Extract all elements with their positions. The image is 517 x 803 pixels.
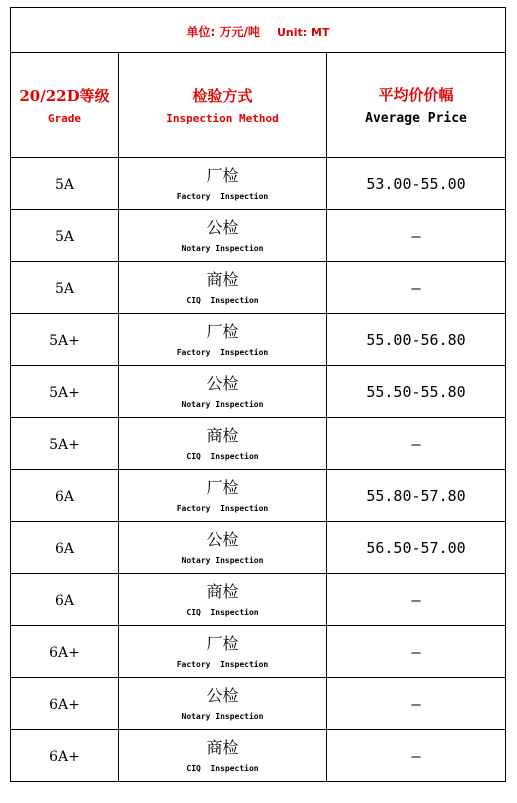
header-grade xyxy=(11,53,119,158)
method-cell xyxy=(119,366,327,418)
method-cn: 公检 xyxy=(206,374,239,393)
grade-value: 5A xyxy=(54,177,75,193)
table-row xyxy=(11,210,506,262)
method-cell xyxy=(119,626,327,678)
grade-value: 6A+ xyxy=(49,645,80,661)
method-cn: 商检 xyxy=(206,270,239,289)
method-en: Factory Inspection xyxy=(176,504,269,513)
method-cn: 厂检 xyxy=(206,166,239,185)
grade-cell xyxy=(11,470,119,522)
method-cn: 公检 xyxy=(206,218,239,237)
method-en: CIQ Inspection xyxy=(186,764,259,773)
method-cell xyxy=(119,314,327,366)
method-cell xyxy=(119,470,327,522)
table-row xyxy=(11,522,506,574)
method-en: CIQ Inspection xyxy=(186,608,259,617)
price-value: – xyxy=(411,643,421,661)
price-value: 55.00-56.80 xyxy=(366,331,466,349)
grade-cell xyxy=(11,158,119,210)
unit-label-en: Unit: MT xyxy=(276,25,330,39)
method-cn: 公检 xyxy=(206,530,239,549)
grade-cell xyxy=(11,210,119,262)
table-row xyxy=(11,626,506,678)
method-en: Factory Inspection xyxy=(176,192,269,201)
price-cell xyxy=(327,626,506,678)
header-price-en: Average Price xyxy=(365,110,467,126)
method-cell xyxy=(119,210,327,262)
header-price-cn: 平均价价幅 xyxy=(378,85,454,104)
price-cell xyxy=(327,262,506,314)
price-cell xyxy=(327,730,506,782)
price-value: 56.50-57.00 xyxy=(366,539,466,557)
table-row xyxy=(11,314,506,366)
price-value: 53.00-55.00 xyxy=(366,175,466,193)
method-cell xyxy=(119,574,327,626)
unit-label-cn: 单位: 万元/吨 xyxy=(186,24,260,39)
grade-value: 5A+ xyxy=(49,333,80,349)
table-row xyxy=(11,366,506,418)
method-cn: 厂检 xyxy=(206,322,239,341)
price-value: – xyxy=(411,747,421,765)
method-cell xyxy=(119,730,327,782)
grade-value: 6A xyxy=(54,489,75,505)
method-cell xyxy=(119,158,327,210)
method-cn: 商检 xyxy=(206,582,239,601)
method-cn: 厂检 xyxy=(206,478,239,497)
grade-value: 6A+ xyxy=(49,749,80,765)
method-en: Notary Inspection xyxy=(181,712,264,721)
method-cell xyxy=(119,262,327,314)
method-cell xyxy=(119,678,327,730)
price-cell xyxy=(327,522,506,574)
method-en: Notary Inspection xyxy=(181,244,264,253)
price-cell xyxy=(327,418,506,470)
method-cn: 公检 xyxy=(206,686,239,705)
method-cell xyxy=(119,522,327,574)
price-value: – xyxy=(411,695,421,713)
price-cell xyxy=(327,470,506,522)
unit-cell xyxy=(11,8,506,53)
price-cell xyxy=(327,678,506,730)
table-row xyxy=(11,470,506,522)
price-cell xyxy=(327,366,506,418)
header-grade-cn: 20/22D等级 xyxy=(19,86,110,105)
grade-value: 6A xyxy=(54,541,75,557)
method-en: Notary Inspection xyxy=(181,556,264,565)
method-cn: 厂检 xyxy=(206,634,239,653)
price-value: – xyxy=(411,591,421,609)
price-value: – xyxy=(411,227,421,245)
unit-row xyxy=(11,8,506,53)
method-cn: 商检 xyxy=(206,738,239,757)
grade-cell xyxy=(11,626,119,678)
grade-value: 5A xyxy=(54,229,75,245)
table-row xyxy=(11,678,506,730)
price-cell xyxy=(327,314,506,366)
method-en: CIQ Inspection xyxy=(186,296,259,305)
price-cell xyxy=(327,574,506,626)
header-price xyxy=(327,53,506,158)
header-method-cn: 检验方式 xyxy=(192,86,253,105)
header-method xyxy=(119,53,327,158)
price-cell xyxy=(327,210,506,262)
grade-cell xyxy=(11,366,119,418)
grade-value: 6A+ xyxy=(49,697,80,713)
method-en: Factory Inspection xyxy=(176,660,269,669)
price-value: – xyxy=(411,435,421,453)
table-row xyxy=(11,418,506,470)
price-value: 55.50-55.80 xyxy=(366,383,466,401)
grade-cell xyxy=(11,522,119,574)
price-value: – xyxy=(411,279,421,297)
header-row xyxy=(11,53,506,158)
price-value: 55.80-57.80 xyxy=(366,487,466,505)
grade-value: 5A+ xyxy=(49,437,80,453)
grade-cell xyxy=(11,262,119,314)
grade-cell xyxy=(11,678,119,730)
table-row xyxy=(11,574,506,626)
method-cell xyxy=(119,418,327,470)
header-grade-en: Grade xyxy=(47,111,82,125)
grade-value: 5A xyxy=(54,281,75,297)
grade-value: 5A+ xyxy=(49,385,80,401)
header-method-en: Inspection Method xyxy=(166,111,279,125)
method-cn: 商检 xyxy=(206,426,239,445)
table-row xyxy=(11,158,506,210)
table-row xyxy=(11,262,506,314)
grade-cell xyxy=(11,574,119,626)
grade-cell xyxy=(11,418,119,470)
grade-value: 6A xyxy=(54,593,75,609)
method-en: CIQ Inspection xyxy=(186,452,259,461)
price-cell xyxy=(327,158,506,210)
grade-cell xyxy=(11,730,119,782)
method-en: Factory Inspection xyxy=(176,348,269,357)
grade-cell xyxy=(11,314,119,366)
table-row xyxy=(11,730,506,782)
method-en: Notary Inspection xyxy=(181,400,264,409)
price-table xyxy=(10,7,506,782)
